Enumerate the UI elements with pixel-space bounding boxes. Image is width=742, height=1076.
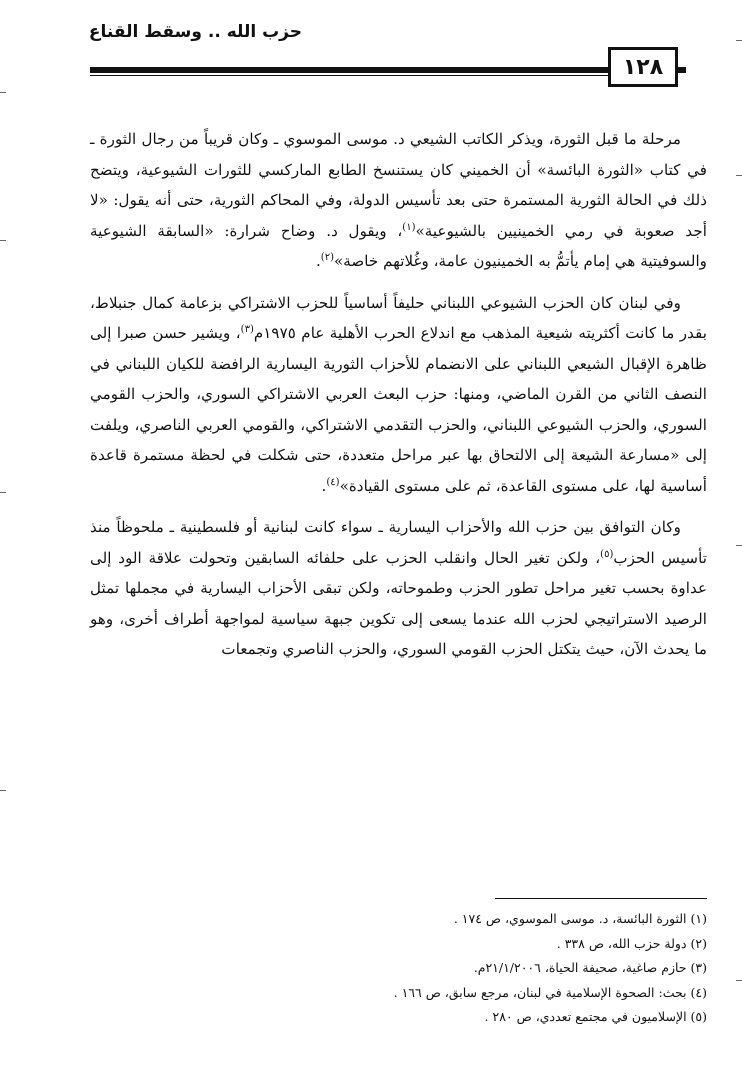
scan-edge-mark bbox=[0, 492, 6, 493]
paragraph-3 bbox=[90, 512, 707, 665]
footnote-5: (٥) الإسلاميون في مجتمع تعددي، ص ٢٨٠ . bbox=[484, 1009, 707, 1025]
footnote-separator bbox=[495, 898, 707, 899]
body-text bbox=[90, 124, 707, 676]
paragraph-text: . bbox=[315, 252, 321, 270]
paragraph-text: ، ولكن تغير الحال وانقلب الحزب على حلفائه السابقين وتحولت علاقة الود إلى عداوة بحسب تغير مراحل تطور الحزب وطموحاته، ولكن تبقى الأحزاب اليسارية في مجملها تمثل الرصيد الاستراتيجي لحزب الله عندما يسعى إلى تكوين جبهة سياسية لمواجهة أطراف أخرى، وهو ما يحدث الآن، حيث يتكتل الحزب القومي السوري، والحزب الناصري وتجمعات bbox=[90, 548, 707, 658]
header-rule bbox=[90, 67, 608, 73]
paragraph-text: مرحلة ما قبل الثورة، ويذكر الكاتب الشيعي د. موسى الموسوي ـ وكان قريباً من رجال الثورة ـ في كتاب «الثورة البائسة» أن الخميني كان يستنسخ الطابع الماركسي للثورات الشيوعية، ويتضح ذلك في الحالة الثورية المستمرة حتى بعد تأسيس الدولة، وفي المحاكم الثورية، حتى أنه يقول: «لا أجد صعوبة في رمي الخمينيين بالشيوعية» bbox=[90, 130, 707, 240]
footnotes bbox=[90, 907, 707, 1030]
scan-edge-mark bbox=[0, 240, 6, 241]
paragraph-text: وكان التوافق بين حزب الله والأحزاب اليسارية ـ سواء كانت لبنانية أو فلسطينية ـ ملحوظاً منذ تأسيس الحزب bbox=[90, 518, 707, 567]
scan-edge-mark bbox=[736, 545, 742, 546]
page-number: ١٢٨ bbox=[608, 47, 678, 87]
paragraph-1 bbox=[90, 124, 707, 277]
paragraph-2 bbox=[90, 288, 707, 502]
paragraph-text: ، ويشير حسن صبرا إلى ظاهرة الإقبال الشيعي اللبناني على الانضمام للأحزاب الثورية اليسارية الرافضة للكيان اللبناني في النصف الثاني من القرن الماضي، ومنها: حزب البعث العربي الاشتراكي السوري، والحزب القومي السوري، والحزب الشيوعي اللبناني، والحزب التقدمي الاشتراكي، والقومي العربي الناصري، ويلفت إلى «مسارعة الشيعة إلى الالتحاق بها عبر مراحل متعددة، حتى شكلت في لحظة مستمرة قاعدة أساسية لها، على مستوى القاعدة، ثم على مستوى القيادة» bbox=[90, 324, 707, 495]
header-rule-thin bbox=[90, 75, 608, 76]
footnote-4: (٤) بحث: الصحوة الإسلامية في لبنان، مرجع سابق، ص ١٦٦ . bbox=[393, 984, 707, 1000]
footnote-2: (٢) دولة حزب الله، ص ٣٣٨ . bbox=[556, 935, 707, 951]
footnote-ref: (٥) bbox=[600, 548, 614, 560]
header-rule-end bbox=[678, 67, 686, 73]
footnote-ref: (٣) bbox=[240, 323, 254, 335]
footnote-3: (٣) حازم صاغية، صحيفة الحياة، ٢١/١/٢٠٠٦م. bbox=[473, 960, 707, 976]
footnote-1: (١) الثورة البائسة، د. موسى الموسوي، ص ١٧٤ . bbox=[453, 911, 707, 926]
paragraph-text: وفي لبنان كان الحزب الشيوعي اللبناني حليفاً أساسياً للحزب الاشتراكي بزعامة كمال جنبلاط، بقدر ما كانت أكثريته شيعية المذهب مع اندلاع الحرب الأهلية عام ١٩٧٥م bbox=[90, 293, 707, 342]
scan-edge-mark bbox=[736, 40, 742, 41]
footnote-ref: (٢) bbox=[320, 251, 334, 263]
scan-edge-mark bbox=[0, 790, 6, 791]
scan-edge-mark bbox=[0, 92, 6, 93]
paragraph-text: . bbox=[321, 476, 327, 495]
scan-edge-mark bbox=[736, 175, 742, 176]
paragraph-text: ، ويقول د. وضاح شرارة: «السابقة الشيوعية والسوفيتية هي إمام يأتمُّ به الخمينيون عامة، وغُلاتهم خاصة» bbox=[90, 221, 707, 270]
footnote-ref: (١) bbox=[402, 221, 416, 233]
footnote-ref: (٤) bbox=[326, 476, 340, 488]
scan-edge-mark bbox=[736, 980, 742, 981]
running-title: حزب الله .. وسقط القناع bbox=[88, 22, 302, 42]
